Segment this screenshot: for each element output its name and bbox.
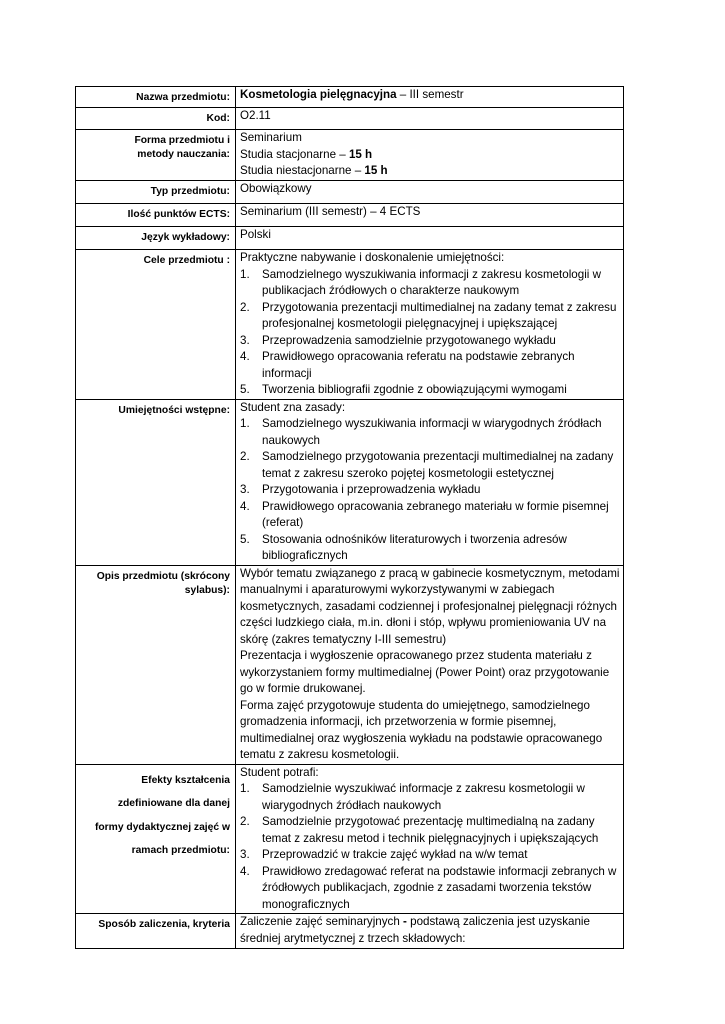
value-ects: Seminarium (III semestr) – 4 ECTS: [236, 204, 624, 227]
label-form-line: Forma przedmiotu i: [134, 135, 230, 146]
outcomes-list: [240, 781, 620, 913]
list-number: 5.: [240, 383, 250, 396]
label-subject-name: Nazwa przedmiotu:: [76, 87, 236, 108]
list-text: Przygotowania i przeprowadzenia wykładu: [262, 483, 481, 496]
outcomes-intro: Student potrafi:: [240, 765, 319, 779]
row-ects: [76, 204, 624, 227]
form-line-3: [240, 163, 620, 180]
list-text: Samodzielnie wyszukiwać informacje z zakresu kosmetologii w wiarygodnych źródłach naukowych: [262, 782, 585, 812]
value-assessment: [236, 914, 624, 949]
list-number: 3.: [240, 848, 250, 861]
value-description: [236, 565, 624, 764]
list-text: Tworzenia bibliografii zgodnie z obowiązującymi wymogami: [262, 383, 567, 396]
goals-list: [240, 267, 620, 399]
list-item: [240, 847, 620, 864]
list-number: 1.: [240, 417, 250, 430]
list-number: 4.: [240, 350, 250, 363]
list-item: [240, 814, 620, 847]
list-number: 4.: [240, 864, 250, 878]
list-text: Samodzielnie przygotować prezentację multimedialną na zadany temat z zakresu metod i technik pielęgnacyjnych i upiększających: [262, 815, 599, 845]
list-number: 2.: [240, 450, 250, 463]
label-form-line: metody nauczania:: [137, 149, 230, 160]
label-form: [76, 130, 236, 181]
label-skills: Umiejętności wstępne:: [76, 399, 236, 565]
label-outcomes: [76, 764, 236, 914]
list-item: [240, 267, 620, 300]
goals-intro: Praktyczne nabywanie i doskonalenie umiejętności:: [240, 251, 505, 264]
list-item: [240, 333, 620, 350]
list-item: [240, 499, 620, 532]
row-form: [76, 130, 624, 181]
list-item: [240, 382, 620, 399]
value-language: Polski: [236, 227, 624, 250]
assessment-text: podstawą zaliczenia jest uzyskanie średniej arytmetycznej z trzech składowych:: [240, 915, 590, 945]
label-goals: Cele przedmiotu :: [76, 250, 236, 400]
row-code: [76, 108, 624, 130]
description-paragraph: Prezentacja i wygłoszenie opracowanego przez studenta materiału z wykorzystaniem formy multimedialnej (Power Point) oraz przygotowanie go w formie drukowanej.: [240, 649, 610, 695]
label-outcomes-line: Efekty kształcenia: [141, 774, 230, 786]
subject-semester: – III semestr: [396, 88, 464, 101]
form-line-2: [240, 147, 620, 164]
row-skills: [76, 399, 624, 565]
syllabus-table: [75, 86, 624, 949]
label-outcomes-line: zdefiniowane dla danej: [117, 798, 230, 809]
value-form: [236, 130, 624, 181]
list-item: [240, 864, 620, 914]
list-item: [240, 482, 620, 499]
value-outcomes: [236, 764, 624, 914]
assessment-dash: -: [403, 915, 407, 928]
description-paragraph: Wybór tematu związanego z pracą w gabinecie kosmetycznym, metodami manualnymi i aparaturowymi wykorzystywanymi w zabiegach kosmetycznych, zasadami codziennej i profesjonalnej pielęgnacji różnych części ludzkiego ciała, m.in. dłoni i stóp, wpływu promieniowania UV na skórę (zakres tematyczny I-III semestru): [240, 566, 620, 646]
list-text: Przeprowadzić w trakcie zajęć wykład na w/w temat: [262, 848, 528, 861]
list-text: Przygotowania prezentacji multimedialnej na zadany temat z zakresu profesjonalnej kosmetologii pielęgnacyjnej i upiększającej: [262, 300, 617, 330]
form-stationary-text: Studia stacjonarne –: [240, 147, 349, 161]
form-stationary-hours: 15 h: [348, 147, 373, 161]
list-text: Prawidłowego opracowania zebranego materiału w formie pisemnej (referat): [262, 499, 609, 529]
form-extramural-text: Studia niestacjonarne –: [240, 164, 365, 177]
label-type: Typ przedmiotu:: [76, 181, 236, 204]
list-item: [240, 781, 620, 814]
label-description-line: Opis przedmiotu (skrócony: [96, 570, 230, 582]
description-paragraph: Forma zajęć przygotowuje studenta do umiejętnego, samodzielnego gromadzenia informacji, ich przetworzenia w formie pisemnej, multimedialnej oraz wygłoszenia wykładu na podstawie opracowanego tematu z zakresu kosmetologii.: [240, 698, 603, 761]
assessment-text: Zaliczenie zajęć seminaryjnych: [240, 915, 404, 928]
list-text: Przeprowadzenia samodzielnie przygotowanego wykładu: [262, 333, 556, 347]
form-line-1: Seminarium: [240, 131, 302, 144]
row-description: [76, 565, 624, 764]
skills-intro: Student zna zasady:: [240, 400, 346, 414]
label-language: Język wykładowy:: [76, 227, 236, 250]
row-assessment: [76, 914, 624, 949]
list-item: [240, 300, 620, 333]
label-outcomes-line: ramach przedmiotu:: [131, 845, 230, 856]
list-text: Prawidłowego opracowania referatu na podstawie zebranych informacji: [262, 350, 575, 380]
list-text: Samodzielnego przygotowania prezentacji multimedialnej na zadany temat z zakresu szeroko pojętej kosmetologii estetycznej: [262, 450, 614, 480]
list-item: [240, 349, 620, 382]
row-goals: [76, 250, 624, 400]
list-text: Samodzielnego wyszukiwania informacji z zakresu kosmetologii w publikacjach źródłowych o charakterze naukowym: [262, 267, 601, 297]
list-number: 4.: [240, 499, 250, 513]
list-number: 1.: [240, 267, 250, 281]
list-number: 2.: [240, 300, 250, 314]
list-text: Stosowania odnośników literaturowych i tworzenia adresów bibliograficznych: [262, 532, 567, 562]
value-skills: [236, 399, 624, 565]
value-goals: [236, 250, 624, 400]
list-number: 1.: [240, 782, 250, 795]
label-description: [76, 565, 236, 764]
label-description-line: sylabus):: [184, 584, 230, 596]
list-item: [240, 532, 620, 565]
value-subject-name: [236, 87, 624, 108]
list-number: 3.: [240, 333, 250, 347]
label-outcomes-line: formy dydaktycznej zajęć w: [94, 821, 230, 833]
row-subject-name: [76, 87, 624, 108]
list-number: 2.: [240, 815, 250, 828]
row-language: [76, 227, 624, 250]
row-outcomes: [76, 764, 624, 914]
list-item: [240, 449, 620, 482]
form-extramural-hours: 15 h: [364, 164, 388, 177]
list-text: Prawidłowo zredagować referat na podstawie informacji zebranych w źródłowych publikacjach, zgodnie z zasadami tworzenia tekstów monograficznych: [262, 864, 617, 911]
list-text: Samodzielnego wyszukiwania informacji w wiarygodnych źródłach naukowych: [262, 417, 602, 447]
value-type: Obowiązkowy: [236, 181, 624, 204]
label-code: Kod:: [76, 108, 236, 130]
value-code: O2.11: [236, 108, 624, 130]
label-assessment: Sposób zaliczenia, kryteria: [76, 914, 236, 949]
row-type: [76, 181, 624, 204]
list-item: [240, 416, 620, 449]
label-ects: Ilość punktów ECTS:: [76, 204, 236, 227]
list-number: 3.: [240, 483, 250, 496]
skills-list: [240, 416, 620, 565]
list-number: 5.: [240, 532, 250, 546]
subject-name-bold: Kosmetologia pielęgnacyjna: [240, 88, 397, 101]
